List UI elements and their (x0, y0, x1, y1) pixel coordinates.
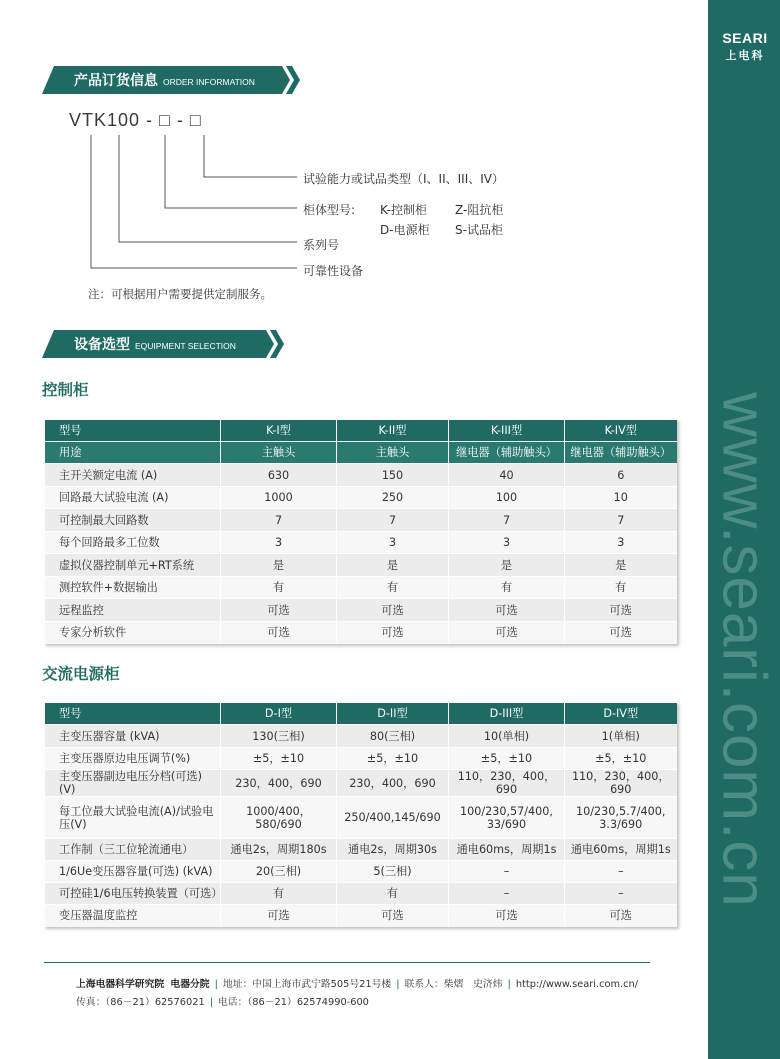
value-cell: ±5，±10 (221, 748, 337, 770)
value-cell: 可选 (221, 905, 337, 927)
value-cell: 40 (449, 464, 565, 487)
value-cell: 230，400，690 (337, 770, 449, 797)
value-cell: 7 (221, 509, 337, 532)
value-cell: 1000/400，580/690 (221, 797, 337, 839)
header-cell: K-III型 (449, 420, 565, 442)
table-row (45, 577, 677, 599)
table-row (45, 464, 677, 487)
value-cell: 可选 (565, 905, 677, 927)
label-cabinet-type: 柜体型号: (303, 203, 356, 217)
control-cabinet-title: 控制柜 (42, 381, 89, 399)
value-cell: 可选 (449, 599, 565, 622)
row-label-cell: 1/6Ue变压器容量(可选) (kVA) (45, 861, 221, 883)
value-cell: 有 (221, 883, 337, 905)
header-cell: 型号 (45, 420, 221, 442)
value-cell: 是 (449, 554, 565, 577)
footer-institute: 上海电器科学研究院 (76, 979, 165, 990)
equipment-selection-title-en: EQUIPMENT SELECTION (135, 341, 236, 351)
value-cell: 通电2s，周期180s (221, 839, 337, 861)
logo-text-cn: 上电科 (725, 49, 765, 62)
label-reliability: 可靠性设备 (303, 264, 364, 278)
value-cell: 10/230,5.7/400, 3.3/690 (565, 797, 677, 839)
value-cell: 可选 (337, 622, 449, 644)
table-row (45, 748, 677, 770)
value-cell: 有 (449, 577, 565, 599)
subheader-cell: 主触头 (337, 442, 449, 464)
value-cell: 可选 (337, 905, 449, 927)
order-info-title: 产品订货信息 (74, 73, 158, 89)
equipment-selection-banner (42, 330, 284, 358)
value-cell: 10 (565, 487, 677, 509)
value-cell: 通电60ms，周期1s (565, 839, 677, 861)
row-label-cell: 主变压器容量 (kVA) (45, 725, 221, 748)
footer-tel: 电话：（86－21）62574990-600 (218, 997, 369, 1008)
value-cell: 可选 (221, 599, 337, 622)
header-cell: K-IV型 (565, 420, 677, 442)
order-info-title-en: ORDER INFORMATION (163, 77, 255, 87)
value-cell: 100/230,57/400, 33/690 (449, 797, 565, 839)
value-cell: 3 (337, 532, 449, 554)
equipment-selection-title: 设备选型 (74, 337, 130, 353)
value-cell: 110，230，400，690 (449, 770, 565, 797)
footer-line-1: 上海电器科学研究院 电器分院 | 地址：中国上海市武宁路505号21号楼 | 联系人：柴熠 史济炜 | http://www.seari.com.cn/ (76, 979, 639, 990)
value-cell: 110，230，400，690 (565, 770, 677, 797)
header-cell: D-I型 (221, 703, 337, 725)
label-series: 系列号 (303, 238, 340, 252)
table-row (45, 770, 677, 797)
value-cell: 可选 (221, 622, 337, 644)
row-label-cell: 主变压器原边电压调节(%) (45, 748, 221, 770)
row-label-cell: 变压器温度监控 (45, 905, 221, 927)
table-header-row (45, 420, 677, 442)
value-cell: 有 (337, 577, 449, 599)
value-cell: 150 (337, 464, 449, 487)
order-note: 注：可根据用户需要提供定制服务。 (88, 287, 272, 301)
header-cell: K-I型 (221, 420, 337, 442)
control-cabinet-table (44, 419, 677, 644)
footer-division: 电器分院 (170, 979, 210, 990)
footer-fax: 传真：（86－21）62576021 (76, 997, 205, 1008)
value-cell: ±5，±10 (449, 748, 565, 770)
header-cell: 型号 (45, 703, 221, 725)
logo-text-en: SEARI (722, 30, 768, 46)
label-cab-z: Z-阻抗柜 (455, 203, 504, 217)
value-cell: – (449, 861, 565, 883)
value-cell: 3 (221, 532, 337, 554)
label-cab-k: K-控制柜 (380, 203, 427, 217)
value-cell: ±5，±10 (337, 748, 449, 770)
value-cell: – (565, 883, 677, 905)
table-row (45, 532, 677, 554)
value-cell: 是 (221, 554, 337, 577)
value-cell: 有 (337, 883, 449, 905)
subheader-cell: 用途 (45, 442, 221, 464)
value-cell: 有 (565, 577, 677, 599)
value-cell: 可选 (449, 622, 565, 644)
row-label-cell: 每工位最大试验电流(A)/试验电压(V) (45, 797, 221, 839)
table-row (45, 509, 677, 532)
value-cell: – (565, 861, 677, 883)
row-label-cell: 主开关额定电流 (A) (45, 464, 221, 487)
value-cell: 7 (337, 509, 449, 532)
value-cell: 5(三相) (337, 861, 449, 883)
value-cell: 3 (565, 532, 677, 554)
label-test-type: 试验能力或试品类型（I、II、III、IV） (303, 172, 504, 186)
value-cell: 3 (449, 532, 565, 554)
row-label-cell: 虚拟仪器控制单元+RT系统 (45, 554, 221, 577)
vertical-website: www.seari.com.cn (709, 392, 779, 908)
value-cell: 可选 (565, 599, 677, 622)
header-cell: D-III型 (449, 703, 565, 725)
value-cell: 是 (565, 554, 677, 577)
value-cell: 通电60ms，周期1s (449, 839, 565, 861)
row-label-cell: 远程监控 (45, 599, 221, 622)
table-row (45, 487, 677, 509)
table-row (45, 905, 677, 927)
power-cabinet-table (44, 702, 677, 927)
value-cell: 130(三相) (221, 725, 337, 748)
value-cell: 是 (337, 554, 449, 577)
value-cell: 250 (337, 487, 449, 509)
table-row (45, 883, 677, 905)
value-cell: 可选 (565, 622, 677, 644)
footer-address: 地址：中国上海市武宁路505号21号楼 (222, 979, 392, 990)
value-cell: 通电2s，周期30s (337, 839, 449, 861)
footer-contact: 联系人：柴熠 史济炜 (404, 979, 503, 990)
footer-website-link[interactable]: http://www.seari.com.cn/ (515, 979, 639, 990)
table-row (45, 797, 677, 839)
row-label-cell: 工作制（三工位轮流通电） (45, 839, 221, 861)
value-cell: 1(单相) (565, 725, 677, 748)
value-cell: 630 (221, 464, 337, 487)
table-row (45, 622, 677, 644)
table-subheader-row (45, 442, 677, 464)
header-cell: K-II型 (337, 420, 449, 442)
value-cell: 可选 (449, 905, 565, 927)
header-cell: D-II型 (337, 703, 449, 725)
value-cell: 80(三相) (337, 725, 449, 748)
value-cell: 230，400，690 (221, 770, 337, 797)
table-header-row (45, 703, 677, 725)
value-cell: 有 (221, 577, 337, 599)
value-cell: 250/400,145/690 (337, 797, 449, 839)
table-row (45, 861, 677, 883)
value-cell: 6 (565, 464, 677, 487)
row-label-cell: 专家分析软件 (45, 622, 221, 644)
value-cell: 100 (449, 487, 565, 509)
footer-divider (44, 962, 650, 963)
footer-line-2: 传真：（86－21）62576021 | 电话：（86－21）62574990-600 (76, 997, 369, 1008)
subheader-cell: 继电器（辅助触头） (449, 442, 565, 464)
row-label-cell: 测控软件+数据输出 (45, 577, 221, 599)
value-cell: – (449, 883, 565, 905)
value-cell: 7 (449, 509, 565, 532)
label-cab-d: D-电源柜 (380, 223, 430, 237)
row-label-cell: 可控硅1/6电压转换装置（可选） (45, 883, 221, 905)
value-cell: 20(三相) (221, 861, 337, 883)
value-cell: 10(单相) (449, 725, 565, 748)
row-label-cell: 主变压器副边电压分档(可选)(V) (45, 770, 221, 797)
subheader-cell: 继电器（辅助触头） (565, 442, 677, 464)
table-row (45, 554, 677, 577)
row-label-cell: 可控制最大回路数 (45, 509, 221, 532)
value-cell: 可选 (337, 599, 449, 622)
table-row (45, 599, 677, 622)
table-row (45, 839, 677, 861)
header-cell: D-IV型 (565, 703, 677, 725)
row-label-cell: 回路最大试验电流 (A) (45, 487, 221, 509)
table-row (45, 725, 677, 748)
value-cell: ±5，±10 (565, 748, 677, 770)
value-cell: 1000 (221, 487, 337, 509)
subheader-cell: 主触头 (221, 442, 337, 464)
order-code-diagram (0, 0, 780, 300)
power-cabinet-title: 交流电源柜 (42, 665, 120, 683)
row-label-cell: 每个回路最多工位数 (45, 532, 221, 554)
value-cell: 7 (565, 509, 677, 532)
label-cab-s: S-试品柜 (455, 223, 503, 237)
model-code: VTK100 - □ - □ (69, 110, 202, 130)
